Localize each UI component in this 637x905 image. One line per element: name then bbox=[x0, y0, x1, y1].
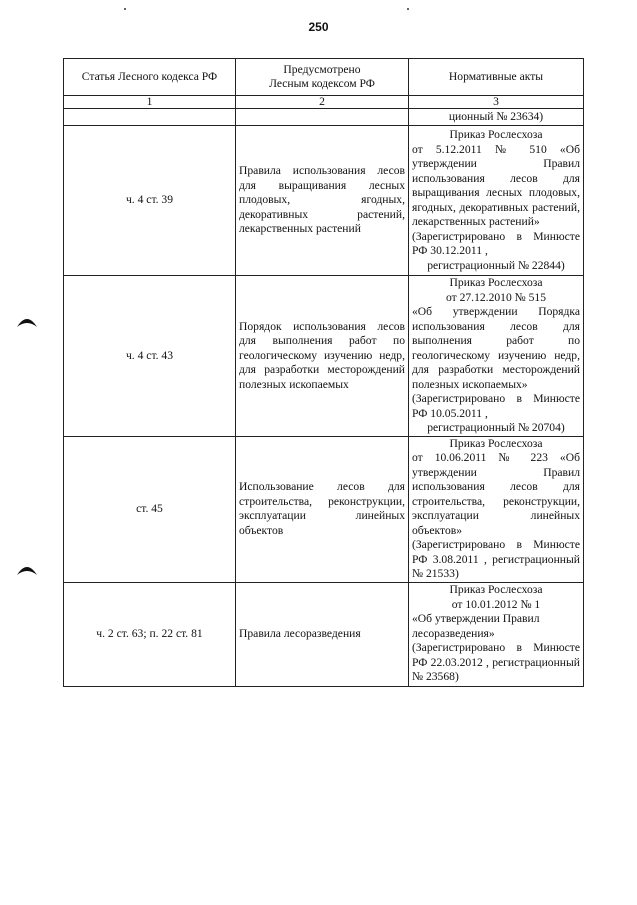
act-line: Приказ Рослесхоза bbox=[449, 436, 543, 450]
column-header-line: Предусмотрено bbox=[283, 62, 361, 76]
act-line: Приказ Рослесхоза bbox=[449, 583, 543, 597]
column-header-line: Лесным кодексом РФ bbox=[269, 77, 375, 90]
table-header-row bbox=[64, 59, 584, 96]
column-header: Нормативные акты bbox=[409, 59, 584, 96]
table-row bbox=[64, 126, 584, 276]
table-row bbox=[64, 436, 584, 582]
act-line: регистрационный № 20704) bbox=[427, 421, 565, 434]
act-line: Приказ Рослесхоза bbox=[449, 276, 543, 289]
normative-act-cell bbox=[409, 276, 584, 437]
normative-acts-table bbox=[63, 58, 584, 687]
normative-act-cell bbox=[409, 126, 584, 276]
act-line: от 5.12.2011 № 510 «Об утверждении Правил использования лесов для выращивания лесных плодовых, ягодных, декоративных растений, лекарственных растений» bbox=[412, 142, 580, 228]
page-number: 250 bbox=[308, 20, 329, 34]
article-cell: ст. 45 bbox=[64, 436, 236, 582]
article-cell: ч. 2 ст. 63; п. 22 ст. 81 bbox=[64, 582, 236, 686]
act-line: Приказ Рослесхоза bbox=[449, 128, 543, 141]
provision-cell: Правила лесоразведения bbox=[236, 582, 409, 686]
column-header bbox=[236, 59, 409, 96]
normative-act-cell bbox=[409, 436, 584, 582]
act-line: от 10.01.2012 № 1 bbox=[451, 597, 541, 611]
table-row bbox=[64, 109, 584, 126]
column-number: 2 bbox=[236, 96, 409, 109]
act-line: «Об утверждении Правил лесоразведения» bbox=[412, 612, 540, 640]
column-number: 1 bbox=[64, 96, 236, 109]
column-header: Статья Лесного кодекса РФ bbox=[64, 59, 236, 96]
act-line: (Зарегистрировано в Минюсте РФ 10.05.2011 , bbox=[412, 392, 580, 420]
act-line: «Об утверждении Порядка использования лесов для выполнения работ по геологическому изучению недр, для разработки месторождений полезных ископаемых» bbox=[412, 305, 580, 391]
column-number-row bbox=[64, 96, 584, 109]
provision-cell: Правила использования лесов для выращивания лесных плодовых, ягодных, декоративных растений, лекарственных растений bbox=[236, 126, 409, 276]
act-line: от 27.12.2010 № 515 bbox=[445, 290, 547, 304]
continued-text-cell: ционный № 23634) bbox=[409, 109, 584, 126]
scan-speck bbox=[124, 8, 126, 10]
article-cell: ч. 4 ст. 43 bbox=[64, 276, 236, 437]
provision-cell: Порядок использования лесов для выполнения работ по геологическому изучению недр, для разработки месторождений полезных ископаемых bbox=[236, 276, 409, 437]
column-number: 3 bbox=[409, 96, 584, 109]
provision-cell: Использование лесов для строительства, реконструкции, эксплуатации линейных объектов bbox=[236, 436, 409, 582]
binder-hole-mark bbox=[16, 318, 38, 328]
article-cell: ч. 4 ст. 39 bbox=[64, 126, 236, 276]
binder-hole-mark bbox=[16, 566, 38, 576]
scan-speck bbox=[407, 8, 409, 10]
act-line: регистрационный № 22844) bbox=[427, 258, 565, 272]
table-row bbox=[64, 276, 584, 437]
act-line: (Зарегистрировано в Минюсте РФ 3.08.2011 , регистрационный № 21533) bbox=[412, 538, 580, 580]
normative-act-cell bbox=[409, 582, 584, 686]
table-row bbox=[64, 582, 584, 686]
act-line: от 10.06.2011 № 223 «Об утверждении Правил использования лесов для строительства, реконструкции, эксплуатации линейных объектов» bbox=[412, 451, 580, 537]
act-line: (Зарегистрировано в Минюсте РФ 22.03.2012 , регистрационный № 23568) bbox=[412, 641, 580, 684]
act-line: (Зарегистрировано в Минюсте РФ 30.12.2011 , bbox=[412, 229, 580, 257]
